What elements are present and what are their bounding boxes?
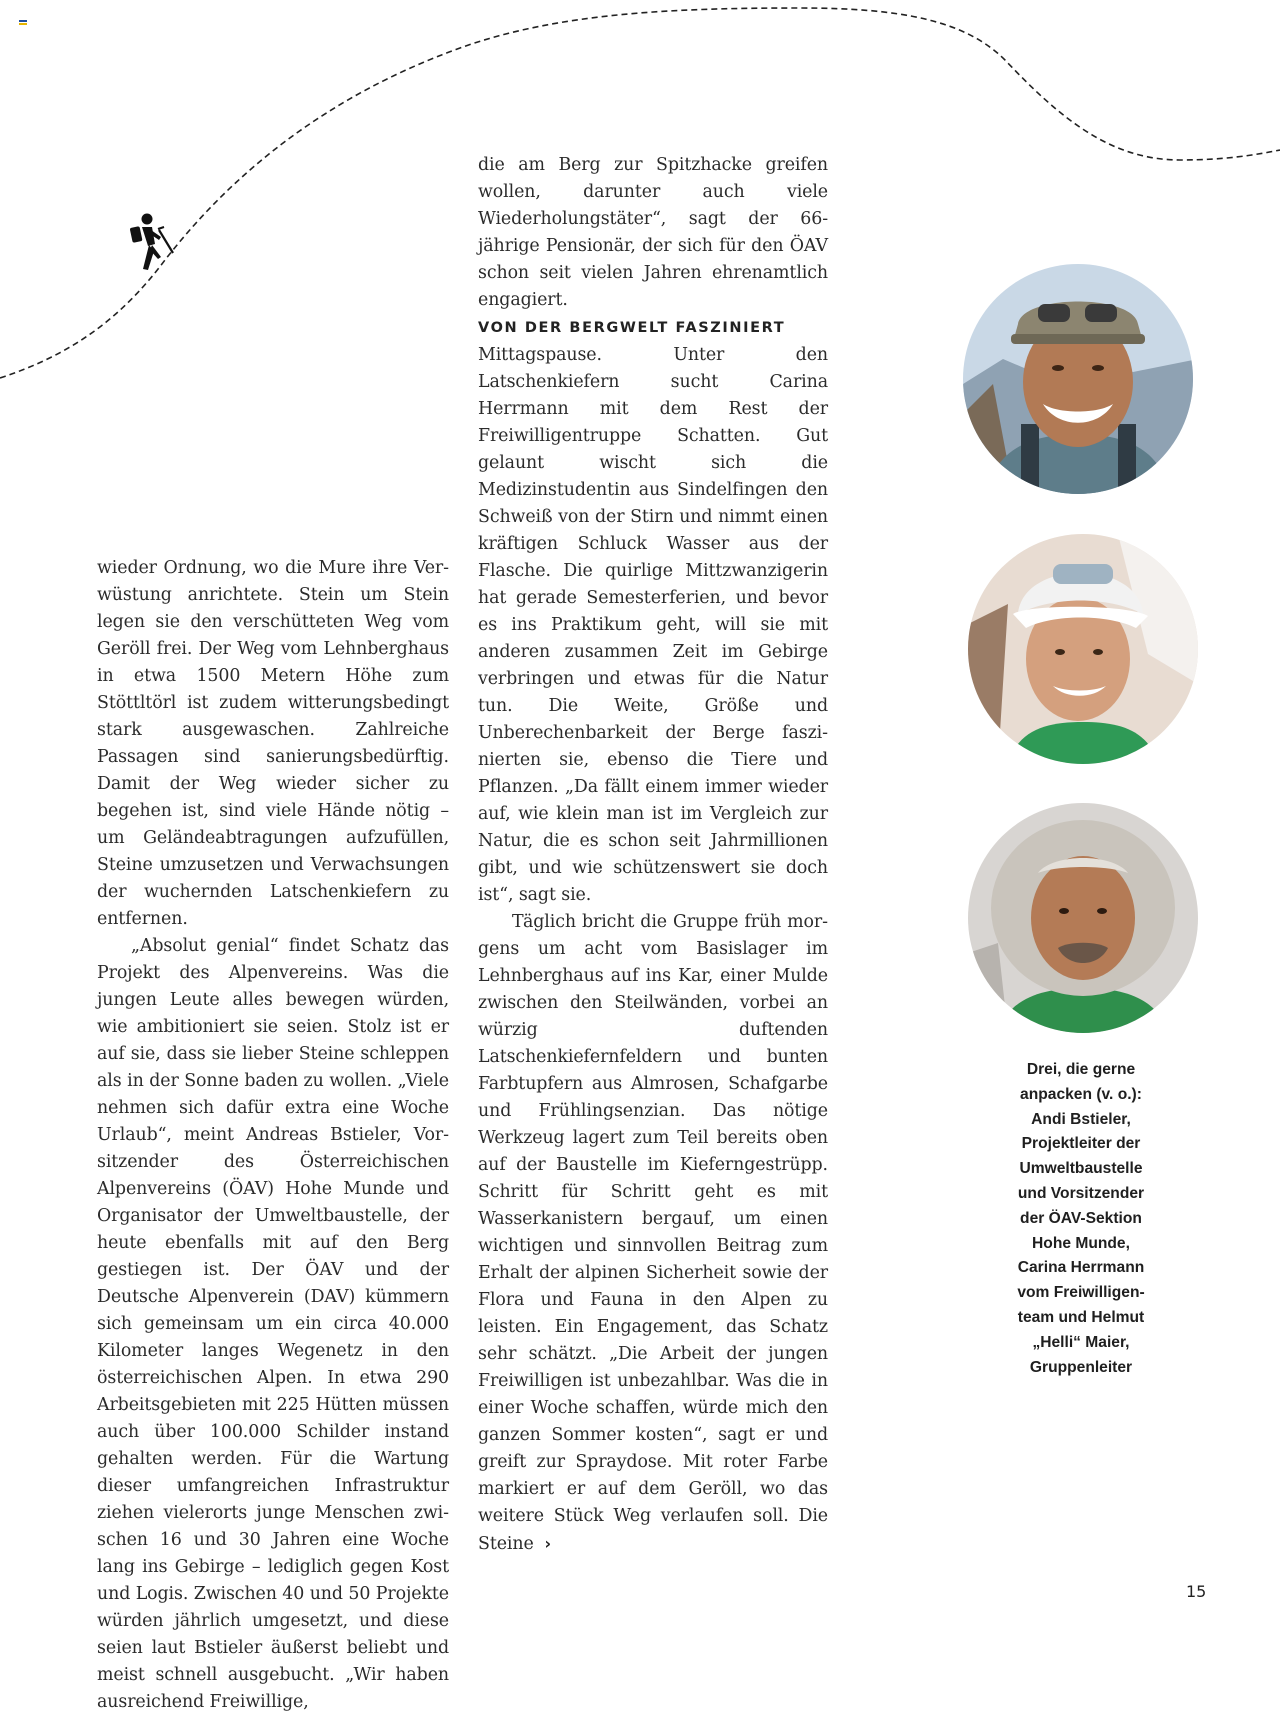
body-paragraph: wieder Ordnung, wo die Mure ihre Verwüstung anrichtete. Stein um Stein legen sie den verschütteten Weg vom Geröll frei. Der Weg vom Lehnberghaus in etwa 1500 Metern Höhe zum Stöttltörl ist zudem witterungsbedingt stark ausgewaschen. Zahlreiche Passagen sind sanierungsbedürftig. Damit der Weg wieder sicher zu begehen ist, sind viele Hände nötig – um Geländeabtragungen aufzufüllen, Steine umzusetzen und Verwachsungen der wuchernden Latschenkiefern zu entfernen. [97,558,449,929]
portrait-andi-bstieler [963,264,1193,494]
caption-line: Andi Bstieler, [1031,1110,1131,1128]
body-paragraph: die am Berg zur Spitzhacke greifen wollen, darunter auch viele Wiederholungstäter“, sagt der 66-jährige Pensionär, der sich für den ÖAV schon seit vielen Jahren ehrenamtlich engagiert. [478,155,828,310]
caption-line: Carina Herrmann [1017,1259,1145,1277]
arrow-right-icon[interactable]: › [544,1534,552,1553]
article-column-middle-top [478,152,828,314]
body-paragraph-text: Täglich bricht die Gruppe früh morgens um acht vom Basislager im Lehnberghaus auf ins Kar, einer Mulde zwischen den Steilwänden, vorbei an würzig duftenden Latschenkiefernfeldern und bunten Farbtupfern aus Almrosen, Schafgarbe und Frühlingsenzian. Das nötige Werkzeug lagert zum Teil bereits oben auf der Baustelle im Kieferngestrüpp. Schritt für Schritt geht es mit Wasserkanistern bergauf, um einen wichtigen und sinnvollen Beitrag zum Erhalt der alpinen Sicherheit sowie der Flora und Fauna in den Alpen zu leisten. Ein Engagement, das Schatz sehr schätzt. „Die Arbeit der jungen Freiwilligen ist unbezahlbar. Was die in einer Woche schaffen, würde mich den ganzen Sommer kosten“, sagt er und greift zur Spraydose. Mit roter Farbe markiert er auf dem Geröll, wo das weitere Stück Weg verlaufen soll. Die Steine [478,912,828,1554]
photo-caption [1003,1058,1159,1380]
portrait-carina-herrmann [968,534,1198,764]
article-column-left [97,555,449,1716]
portrait-helmut-maier [968,803,1198,1033]
body-paragraph [478,909,828,1558]
section-heading: VON DER BERGWELT FASZINIERT [478,320,786,336]
body-paragraph: „Absolut genial“ findet Schatz das Projekt des Alpenvereins. Was die jungen Leute alles bewegen würden, wie ambitioniert sie seien. Stolz ist er auf sie, dass sie lieber Steine schleppen als in der Sonne baden zu wollen. „Viele nehmen sich dafür extra eine Woche Urlaub“, meint Andreas Bstieler, Vorsitzender des Österreichischen Alpenvereins (ÖAV) Hohe Munde und Organisator der Umweltbaustelle, der heute ebenfalls mit auf den Berg gestiegen ist. Der ÖAV und der Deutsche Alpenverein (DAV) kümmern sich gemeinsam um ein circa 40.000 Kilometer langes Wegenetz in den österreichischen Alpen. In etwa 290 Arbeitsgebieten mit 225 Hütten müssen auch über 100.000 Schilder instand gehalten werden. Für die Wartung dieser umfangreichen Infrastruktur ziehen vielerorts junge Menschen zwischen 16 und 30 Jahren eine Woche lang ins Gebirge – lediglich gegen Kost und Logis. Zwischen 40 und 50 Projekte würden jährlich umgesetzt, und diese seien laut Bstieler äußerst beliebt und meist schnell ausgebucht. „Wir haben ausreichend Freiwillige, [97,936,449,1712]
caption-line: Umweltbaustelle [1019,1160,1143,1178]
caption-line: Drei, die gerne [1026,1061,1136,1078]
page-number: 15 [1186,1582,1207,1601]
caption-line: Gruppenleiter [1029,1358,1133,1376]
caption-line: Projektleiter der [1021,1135,1141,1153]
caption-line: vom Freiwilligen- [1017,1284,1145,1302]
body-paragraph: Mittagspause. Unter den Latschenkiefern sucht Carina Herrmann mit dem Rest der Freiwilligentruppe Schatten. Gut gelaunt wischt sich die Medizinstudentin aus Sindelfingen den Schweiß von der Stirn und nimmt einen kräftigen Schluck Wasser aus der Flasche. Die quirlige Mittzwanzigerin hat gerade Semesterferien, und bevor es ins Praktikum geht, will sie mit anderen zusammen Zeit im Gebirge verbringen und etwas für die Natur tun. Die Weite, Größe und Unberechenbarkeit der Berge faszinierten sie, ebenso die Tiere und Pflanzen. „Da fällt einem immer wieder auf, wie klein man ist im Vergleich zur Natur, die es schon seit Jahrmillionen gibt, und wie schützenswert sie doch ist“, sagt sie. [478,345,828,905]
article-column-middle [478,342,828,1558]
caption-line: team und Helmut [1017,1308,1145,1326]
hiker-icon [128,213,182,271]
caption-line: Hohe Munde, [1032,1234,1130,1252]
caption-line: und Vorsitzender [1017,1184,1145,1202]
caption-line: „Helli“ Maier, [1032,1333,1130,1351]
caption-line: anpacken (v. o.): [1020,1085,1142,1103]
caption-line: der ÖAV-Sektion [1020,1209,1142,1227]
